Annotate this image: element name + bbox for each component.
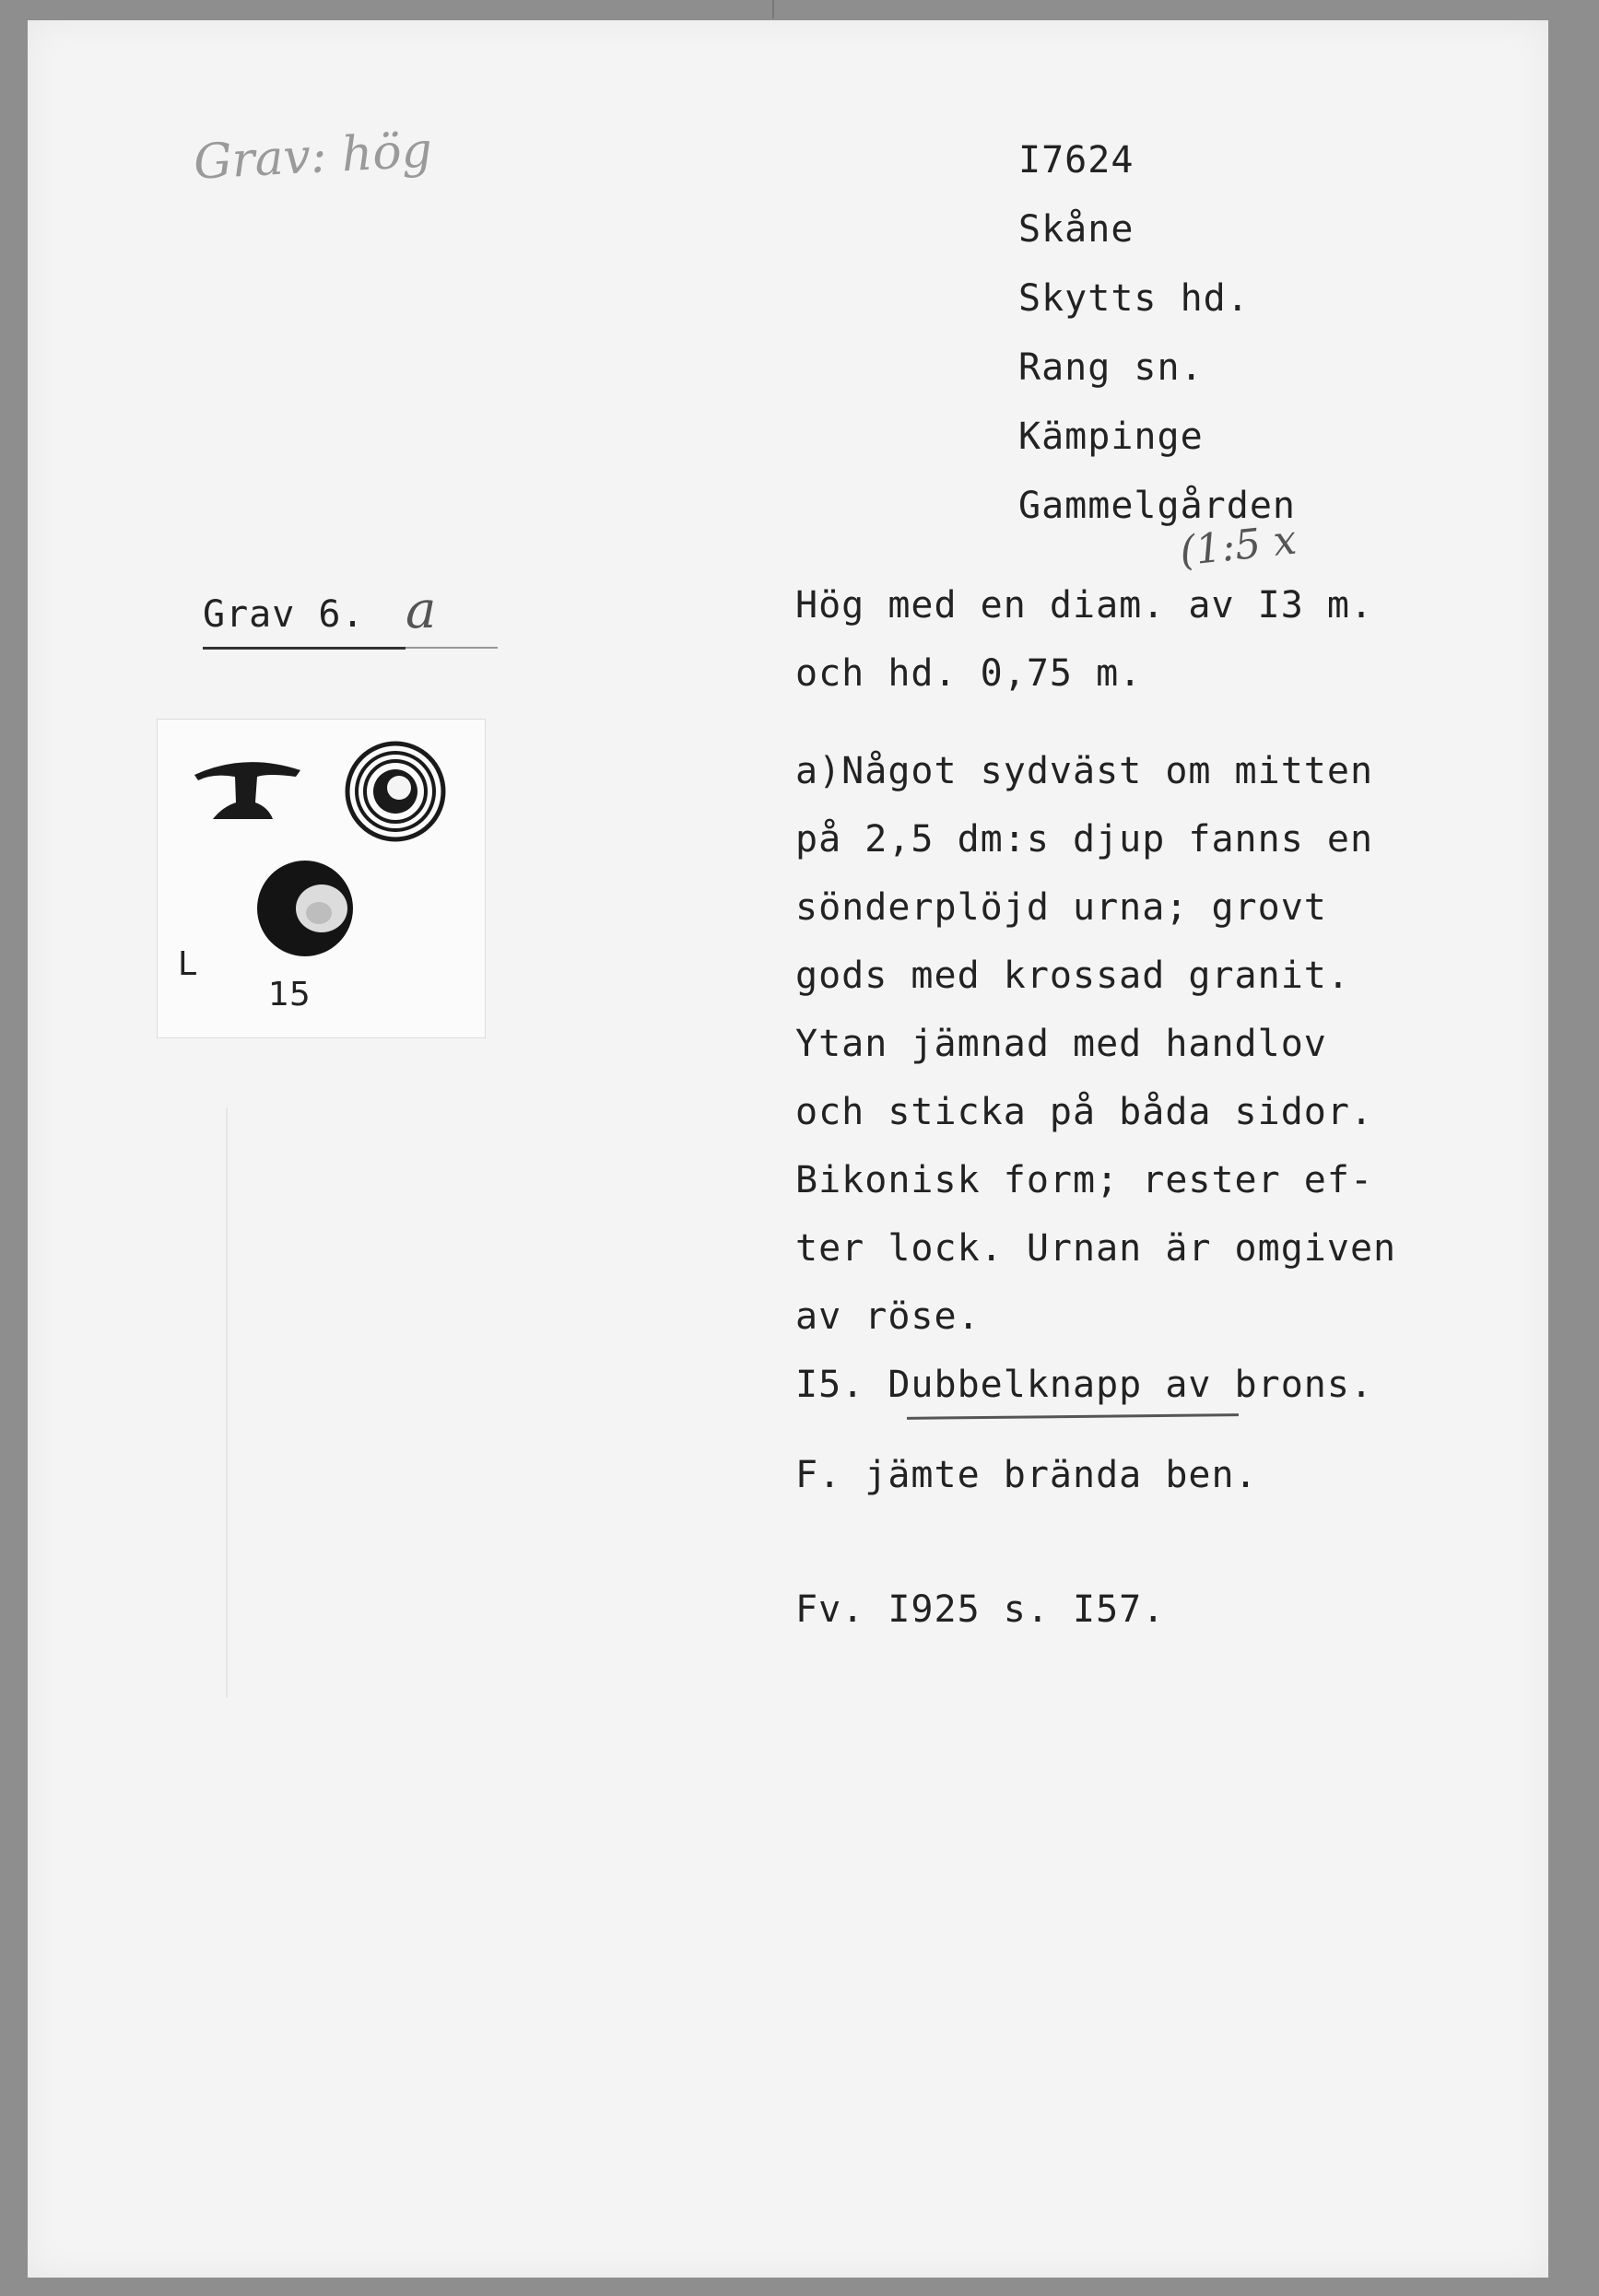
description-line: och sticka på båda sidor.: [795, 1091, 1374, 1133]
hundred: Skytts hd.: [1018, 277, 1250, 320]
grave-label-underline: [203, 647, 406, 650]
suffix-underline: [406, 647, 498, 649]
description-line: Hög med en diam. av I3 m.: [795, 584, 1374, 627]
catalog-number: I7624: [1018, 139, 1135, 182]
find-line: I5. Dubbelknapp av brons.: [795, 1364, 1374, 1406]
grave-label: Grav 6.: [203, 593, 365, 636]
button-underside-icon: [257, 861, 353, 956]
description-line: a)Något sydväst om mitten: [795, 750, 1374, 792]
village: Kämpinge: [1018, 416, 1204, 458]
description-line: gods med krossad granit.: [795, 955, 1350, 997]
button-top-view-icon: [347, 744, 443, 839]
illustration-number: 15: [268, 976, 311, 1013]
description-line: ter lock. Urnan är omgiven: [795, 1227, 1397, 1270]
description-line: sönderplöjd urna; grovt: [795, 886, 1327, 929]
index-card: [28, 20, 1548, 2278]
handwritten-grave-suffix: a: [406, 580, 437, 640]
description-line: av röse.: [795, 1295, 981, 1338]
find-illustration: [157, 719, 486, 1038]
description-line: på 2,5 dm:s djup fanns en: [795, 818, 1374, 861]
edge-mark: [772, 0, 774, 18]
find-underline: [907, 1413, 1239, 1420]
description-line: Bikonisk form; rester ef-: [795, 1159, 1374, 1201]
double-button-drawing: [158, 720, 485, 1037]
province: Skåne: [1018, 208, 1135, 251]
description-line: F. jämte brända ben.: [795, 1454, 1258, 1496]
description-line: Ytan jämnad med handlov: [795, 1023, 1327, 1065]
fold-mark: [226, 1107, 228, 1697]
reference-line: Fv. I925 s. I57.: [795, 1588, 1166, 1631]
illustration-letter: L: [178, 945, 197, 983]
parish: Rang sn.: [1018, 346, 1204, 389]
farm: Gammelgården: [1018, 485, 1296, 527]
handwritten-category-note: Grav: hög: [192, 123, 434, 191]
description-line: och hd. 0,75 m.: [795, 652, 1143, 695]
location-heading: [1018, 126, 1296, 541]
handwritten-scale-note: (1:5 x: [1177, 516, 1299, 576]
button-profile-icon: [194, 762, 300, 819]
